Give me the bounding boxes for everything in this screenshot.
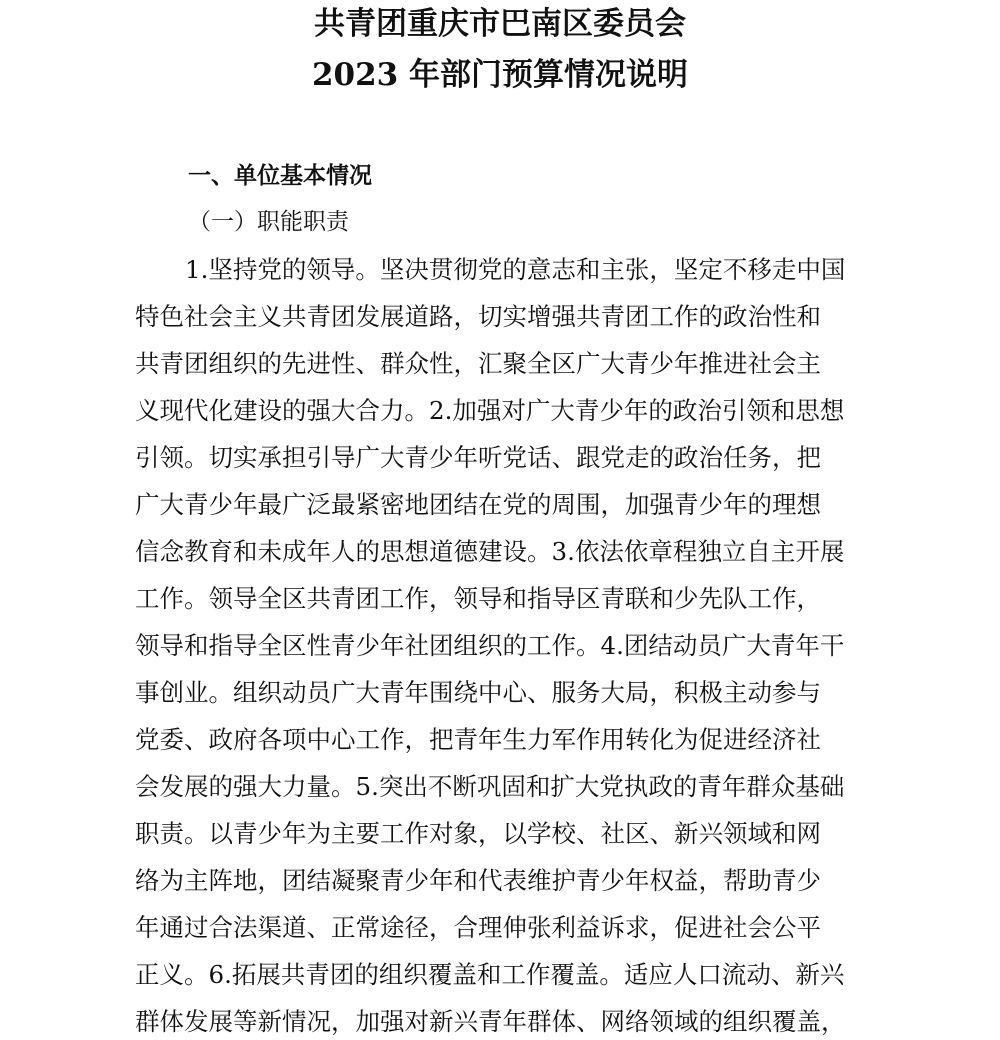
body-line: 正义。6.拓展共青团的组织覆盖和工作覆盖。适应人口流动、新兴 bbox=[135, 960, 845, 989]
body-line: 特色社会主义共青团发展道路，切实增强共青团工作的政治性和 bbox=[135, 302, 821, 331]
body-line: 会发展的强大力量。5.突出不断巩固和扩大党执政的青年群众基础 bbox=[135, 772, 845, 801]
body-line: 领导和指导全区性青少年社团组织的工作。4.团结动员广大青年干 bbox=[135, 631, 845, 660]
document-title-line-1: 共青团重庆市巴南区委员会 bbox=[314, 6, 686, 42]
section-heading: 一、单位基本情况 bbox=[188, 163, 372, 189]
body-line: 共青团组织的先进性、群众性，汇聚全区广大青少年推进社会主 bbox=[135, 349, 821, 378]
body-line: 信念教育和未成年人的思想道德建设。3.依法依章程独立自主开展 bbox=[135, 537, 845, 566]
body-line: 广大青少年最广泛最紧密地团结在党的周围，加强青少年的理想 bbox=[135, 490, 821, 519]
body-line: 义现代化建设的强大合力。2.加强对广大青少年的政治引领和思想 bbox=[135, 396, 845, 425]
body-line: 群体发展等新情况，加强对新兴青年群体、网络领域的组织覆盖， bbox=[135, 1007, 846, 1036]
body-line: 事创业。组织动员广大青年围绕中心、服务大局，积极主动参与 bbox=[135, 678, 821, 707]
body-line: 职责。以青少年为主要工作对象，以学校、社区、新兴领域和网 bbox=[135, 819, 821, 848]
body-line: 引领。切实承担引导广大青少年听党话、跟党走的政治任务，把 bbox=[135, 443, 821, 472]
subsection-heading: （一）职能职责 bbox=[188, 209, 349, 235]
body-line: 党委、政府各项中心工作，把青年生力军作用转化为促进经济社 bbox=[135, 725, 821, 754]
body-line: 络为主阵地，团结凝聚青少年和代表维护青少年权益，帮助青少 bbox=[135, 866, 821, 895]
body-line: 工作。领导全区共青团工作，领导和指导区青联和少先队工作， bbox=[135, 584, 821, 613]
body-line: 1.坚持党的领导。坚决贯彻党的意志和主张，坚定不移走中国 bbox=[185, 255, 846, 284]
body-line: 年通过合法渠道、正常途径，合理伸张利益诉求，促进社会公平 bbox=[135, 913, 821, 942]
document-title-line-2: 2023 年部门预算情况说明 bbox=[311, 57, 689, 93]
